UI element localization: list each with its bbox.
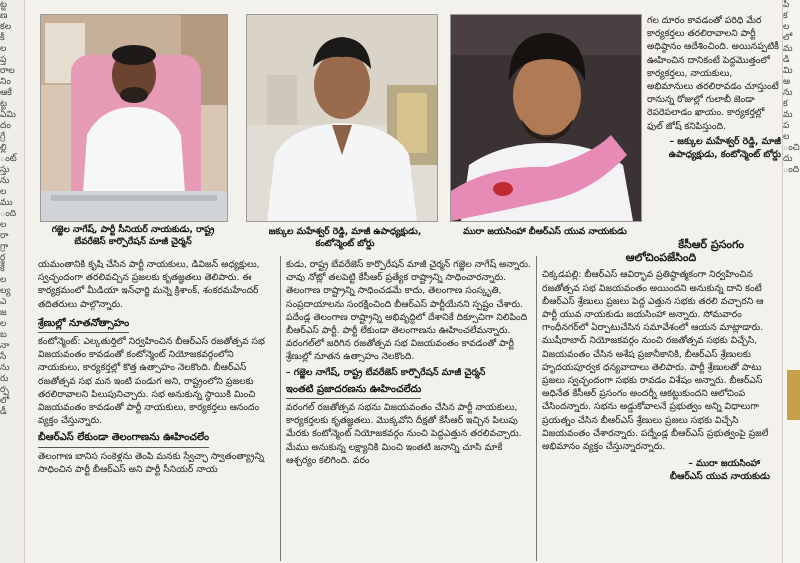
- right-strip-line: మ: [783, 44, 793, 54]
- col2-signature: – గజ్జెల నాగేష్, రాష్ట్ర బేవరేజెస్ కార్పొరేషన్ మాజీ చైర్మన్: [286, 366, 486, 378]
- col1-intro: యమంతానికి కృషి చేసిన పార్టీ నాయకులు, డివిజన్ అధ్యక్షులు, స్వచ్ఛందంగా తరలివచ్చిన ప్రజలకు కృతజ్ఞతలు తెలిపారు. ఈ కార్యక్రమంలో మీడియా ఇన్‌ఛార్జి మన్నె క్రిశాంక్, శంకరమహేందర్ తదితరులు పాల్గొన్నారు.: [38, 259, 260, 310]
- col1-paragraph-2: తెలంగాణ బానిస సంకెళ్లను తెంపి మనకు స్వేచ్ఛా స్వాతంత్య్రాన్ని సాధించిన పార్టీ బీఆర్ఎస్ అని పార్టీ సీనియర్ నాయ: [38, 450, 265, 475]
- left-strip-line: ఆకే: [0, 88, 12, 98]
- col2-paragraph-2: వరంగల్ రజతోత్సవ సభను విజయవంతం చేసిన పార్టీ నాయకులు, కార్యకర్తలకు కృతజ్ఞతలు. మొక్కవోని దీక్షతో కేసీఆర్ ఇచ్చిన పిలుపు మేరకు కంటోన్మెంట్ నియోజకవర్గం నుంచి పెద్దఎత్తున తరలివచ్చారు. మేము అనుకున్న లక్ష్యానికి మించి ఇంతటి జనాన్ని చూసి మాకే ఆశ్చర్యం కలిగింది. వరం: [286, 402, 522, 466]
- left-strip-line: ప్త: [0, 55, 7, 65]
- col1-subhead-2: బీఆర్ఎస్ లేకుండా తెలంగాణను ఊహించలేం: [38, 431, 209, 447]
- column-divider: [536, 256, 537, 561]
- left-strip-line: ల: [0, 275, 7, 285]
- left-neighbour-column: [0, 0, 25, 563]
- left-strip-line: రా: [0, 231, 9, 241]
- left-strip-line: నిం: [0, 77, 11, 87]
- left-strip-line: ను: [0, 363, 10, 373]
- right-strip-line: ను: [783, 88, 793, 98]
- left-strip-line: లో: [0, 396, 10, 406]
- left-strip-line: దం: [0, 121, 11, 131]
- left-strip-line: ంట్: [0, 154, 17, 164]
- left-strip-line: ణ: [0, 11, 8, 21]
- left-strip-line: ఎ: [0, 297, 7, 307]
- column-divider: [280, 256, 281, 561]
- right-strip-line: ంచి: [783, 143, 800, 153]
- left-strip-line: బ: [0, 330, 7, 340]
- left-strip-line: స్తు: [0, 165, 10, 175]
- left-strip-line: డీ: [0, 407, 7, 417]
- col3-signature-name: – మురా జయసింహా: [688, 458, 760, 470]
- right-strip-line: లో: [783, 33, 793, 43]
- right-strip-line: ల: [783, 22, 790, 32]
- top-right-signature: – జక్కుల మహేశ్వర్ రెడ్డి, మాజీ ఉపాధ్యక్షుడు, కంటోన్మెంట్ బోర్డు: [668, 135, 781, 161]
- left-strip-line: ల్లి: [0, 143, 7, 153]
- left-strip-line: ల: [0, 319, 7, 329]
- right-strip-line: దు: [783, 154, 793, 164]
- col2-subhead: ఇంతటి ప్రజాదరణను ఊహించలేదు: [286, 383, 421, 399]
- left-strip-line: రాల: [0, 66, 15, 76]
- photo1-caption: గజ్జెల నాగేష్, పార్టీ సీనియర్ నాయకుడు, రాష్ట్ర బేవరేజెస్ కార్పొరేషన్ మాజీ చైర్మన్: [51, 225, 215, 247]
- col1-subhead-1: శ్రేణుల్లో నూతనోత్సాహం: [38, 317, 129, 333]
- left-strip-line: ంది: [0, 209, 17, 219]
- right-strip-line: అ: [783, 77, 791, 87]
- right-strip-line: ప: [783, 121, 790, 131]
- left-strip-line: రు: [0, 374, 9, 384]
- top-right-text: [647, 14, 781, 244]
- left-strip-line: గ్రే: [0, 132, 6, 142]
- article-column-3: [542, 238, 780, 562]
- cropped-photo: [787, 370, 800, 420]
- left-strip-line: గ్రా: [0, 242, 9, 252]
- right-strip-line: మ: [783, 110, 793, 120]
- left-strip-line: ము: [0, 198, 13, 208]
- portrait-image: [247, 15, 437, 221]
- left-strip-line: ల: [0, 44, 7, 54]
- left-strip-line: సే: [0, 352, 7, 362]
- photo3-caption: మురా జయసింహా బీఆర్ఎస్ యువ నాయకుడు: [463, 227, 627, 237]
- left-strip-line: ర్థ: [0, 253, 6, 263]
- right-strip-line: క: [783, 99, 788, 109]
- left-strip-line: కే: [0, 264, 5, 274]
- col2-paragraph-1: కుడు, రాష్ట్ర బేవరేజెస్ కార్పొరేషన్ మాజీ చైర్మన్ గజ్జెల నాగేష్ అన్నారు. చావు నోట్లో తలపెట్టి కేసీఆర్ ప్రత్యేక రాష్ట్రాన్ని సాధించారన్నారు. తెలంగాణ రాష్ట్రాన్ని సాధించడమే కాదు, తెలంగాణ సంస్కృతి, సంప్రదాయాలను సంరక్షించింది బీఆర్ఎస్ పార్టీయేనని స్పష్టం చేశారు. పదేండ్ల తెలంగాణ రాష్ట్రాన్ని అభివృద్ధిలో దేశానికే దిక్సూచిగా నిలిపింది బీఆర్ఎస్ పార్టీ. పార్టీ లేకుండా తెలంగాణను ఊహించలేమన్నారు. వరంగల్‌లో జరిగిన రజతోత్సవ సభ విజయవంతం కావడంతో పార్టీ శ్రేణుల్లో నూతన ఉత్సాహం నెలకొంది.: [286, 259, 531, 363]
- right-strip-line: ల: [783, 132, 790, 142]
- left-strip-line: ల: [0, 220, 7, 230]
- left-strip-line: ల: [0, 187, 7, 197]
- col3-signature-title: బీఆర్ఎస్ యువ నాయకుడు: [669, 471, 770, 483]
- photo-gajjela-nagesh: [40, 14, 228, 222]
- left-strip-line: ల్య: [0, 286, 11, 296]
- left-strip-line: ట్ట: [0, 99, 7, 109]
- left-strip-line: ను: [0, 176, 10, 186]
- right-strip-line: డి: [783, 55, 790, 65]
- col3-paragraph: చిక్కడపల్లి: బీఆర్ఎస్ ఆవిర్భావ ప్రతిష్ఠాత్మకంగా నిర్వహించిన రజతోత్సవ సభ విజయవంతం అయిందని అనుకున్న దాని కంటే బీఆర్ఎస్ శ్రేణులు ప్రజలు పెద్ద ఎత్తున సభకు తరలి వచ్చారని ఆ పార్టీ యువ నాయకుడు జయసింహా అన్నారు. సోమవారం గాంధీనగర్‌లో ఏర్పాటుచేసిన సమావేశంలో ఆయన మాట్లాడారు. ముషీరాబాద్ నియోజకవర్గం నుంచి రజతోత్సవ సభకు విచ్చేసి, విజయవంతం చేసిన అశేష ప్రజానీకానికి, బీఆర్ఎస్ శ్రేణులకు హృదయపూర్వక ధన్యవాదాలు తెలిపారు. పార్టీ శ్రేణులతో పాటు ప్రజలు స్వచ్ఛందంగా సభకు రావడం విశేషం అన్నారు. బీఆర్ఎస్ అధినేత కేసీఆర్ ప్రసంగం అందర్నీ ఆకట్టుకుందని ఆలోచింప చేసిందన్నారు. సభను అడ్డుకోవాలనే ప్రభుత్వం అన్ని విధాలుగా ప్రయత్నం చేసిన బీఆర్ఎస్ శ్రేణులు ప్రజలు సభకు విచ్చేసి విజయవంతం చేశారన్నారు. పద్నేండ్ల బీఆర్ఎస్ ప్రభుత్వంపై ప్రజలే అభిమానం వ్యక్తం చేస్తున్నారన్నారు.: [542, 269, 769, 453]
- col3-heading-1: కేసీఆర్ ప్రసంగం: [678, 238, 744, 251]
- left-strip-line: ట్ట: [0, 0, 7, 10]
- col1-paragraph-1: కంటోన్మెంట్: ఎల్కతుర్తిలో నిర్వహించిన బీఆర్ఎస్ రజతోత్సవ సభ విజయవంతం కావడంతో కంటోన్మెంట్ నియోజకవర్గంలోని నాయకులు, కార్యకర్తల్లో కొత్త ఉత్సాహం నెలకొంది. బీఆర్ఎస్ రజతోత్సవ సభ మన ఇంటి పండుగ అని, రాష్ట్రంలోని ప్రజలకు తరలిరావాలని పిలుపునిచ్చారు. సభ అనుకున్న స్థాయికి మించి విజయవంతం కావడంతో పార్టీ నాయకులు, కార్యకర్తలు ఆనందం వ్యక్తం చేస్తున్నారు.: [38, 336, 265, 427]
- right-neighbour-column: [782, 0, 800, 563]
- article-column-1: [38, 258, 276, 562]
- top-right-paragraph: గల దూరం కావడంతో పరిధి మేర కార్యకర్తలు తరలిరావాలని పార్టీ అధిష్ఠానం ఆదేశించింది. అయినప్పటికీ ఊహించిన దానికంటే పెద్దమొత్తంలో కార్యకర్తలు, నాయకులు, అభిమానులు తరలిరావడం చూస్తుంటే రానున్న రోజుల్లో గులాబీ జెండా రెపరెపలాడం ఖాయం. కార్యకర్తల్లో ఫుల్ జోష్ కనిపిస్తుంది.: [647, 15, 779, 132]
- col3-heading-2: ఆలోచింపజేసింది: [625, 251, 697, 265]
- article-column-2: [286, 258, 532, 562]
- photo2-caption: జక్కుల మహేశ్వర్ రెడ్డి, మాజీ ఉపాధ్యక్షుడు, కంటోన్మెంట్ బోర్డు: [268, 227, 422, 249]
- left-strip-line: ర్ప: [0, 385, 9, 395]
- photo-jakkula-maheshwar-reddy: [246, 14, 438, 222]
- photo-mura-jayasimha: [450, 14, 642, 222]
- right-strip-line: క: [783, 11, 788, 21]
- right-strip-line: మి: [783, 66, 793, 76]
- portrait-image: [451, 15, 641, 221]
- left-strip-line: నా: [0, 341, 10, 351]
- right-strip-line: ంది: [783, 165, 800, 175]
- left-strip-line: ఏమి: [0, 110, 16, 120]
- portrait-image: [41, 15, 227, 221]
- left-strip-line: కీ: [0, 33, 5, 43]
- left-strip-line: జ: [0, 308, 7, 318]
- right-strip-line: పి: [783, 0, 790, 10]
- left-strip-line: కల: [0, 22, 12, 32]
